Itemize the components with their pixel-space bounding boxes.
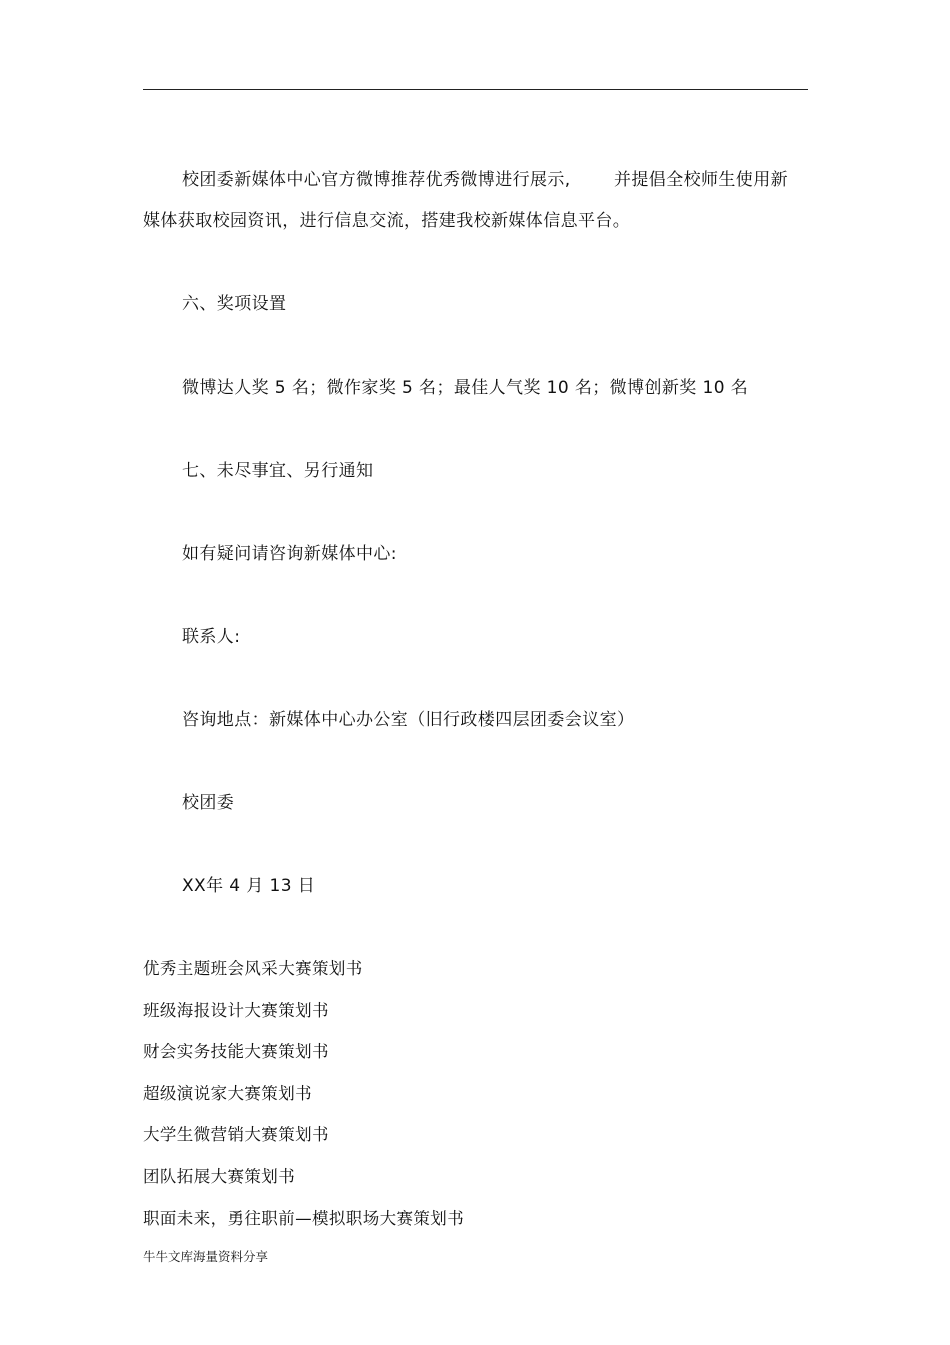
section-7-title: 七、未尽事宜、另行通知 bbox=[182, 461, 374, 481]
related-link[interactable]: 班级海报设计大赛策划书 bbox=[143, 1001, 329, 1020]
paragraph-line-2: 媒体获取校园资讯，进行信息交流，搭建我校新媒体信息平台。 bbox=[143, 211, 631, 231]
related-link[interactable]: 职面未来，勇往职前—模拟职场大赛策划书 bbox=[143, 1209, 465, 1228]
inquiry-line: 如有疑问请咨询新媒体中心: bbox=[182, 544, 397, 564]
awards-line: 微博达人奖 5 名；微作家奖 5 名；最佳人气奖 10 名；微博创新奖 10 名 bbox=[182, 378, 749, 398]
section-6-title: 六、奖项设置 bbox=[182, 294, 287, 314]
paragraph-line-1b: 并提倡全校师生使用新 bbox=[614, 170, 788, 190]
paragraph-line-1a: 校团委新媒体中心官方微博推荐优秀微博进行展示, bbox=[182, 170, 571, 190]
location-line: 咨询地点：新媒体中心办公室（旧行政楼四层团委会议室） bbox=[182, 710, 635, 730]
header-rule bbox=[143, 89, 808, 90]
contact-line: 联系人: bbox=[182, 627, 241, 647]
related-link[interactable]: 团队拓展大赛策划书 bbox=[143, 1167, 296, 1186]
related-link[interactable]: 优秀主题班会风采大赛策划书 bbox=[143, 959, 363, 978]
related-link[interactable]: 财会实务技能大赛策划书 bbox=[143, 1042, 329, 1061]
footer-text: 牛牛文库海量资料分享 bbox=[143, 1249, 269, 1264]
document-date: XX年 4 月 13 日 bbox=[182, 876, 316, 896]
signature-org: 校团委 bbox=[182, 793, 235, 813]
related-link[interactable]: 大学生微营销大赛策划书 bbox=[143, 1125, 329, 1144]
related-link[interactable]: 超级演说家大赛策划书 bbox=[143, 1084, 312, 1103]
